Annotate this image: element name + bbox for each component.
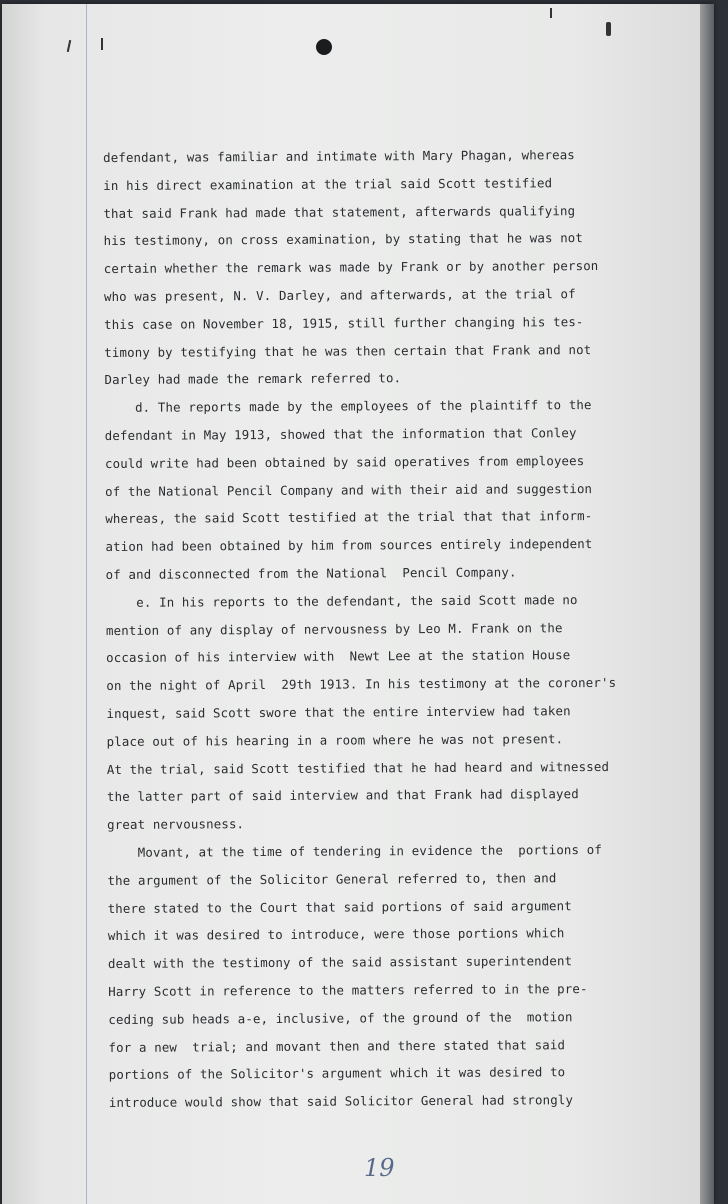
document-page <box>2 4 714 1204</box>
text-line: timony by testifying that he was then certain that Frank and not <box>104 341 592 360</box>
margin-mark <box>101 38 103 50</box>
text-line: on the night of April 29th 1913. In his testimony at the coroner's <box>106 675 617 694</box>
text-line: d. The reports made by the employees of the plaintiff to the <box>104 397 592 416</box>
text-line: Harry Scott in reference to the matters referred to in the pre- <box>108 980 588 999</box>
text-line: defendant, was familiar and intimate with Mary Phagan, whereas <box>103 147 575 165</box>
text-line: which it was desired to introduce, were those portions which <box>107 925 565 944</box>
text-line: his testimony, on cross examination, by stating that he was not <box>103 230 584 249</box>
text-line: who was present, N. V. Darley, and afterwards, at the trial of <box>103 286 576 304</box>
text-line: occasion of his interview with Newt Lee at the station House <box>106 647 571 666</box>
text-line: inquest, said Scott swore that the entire interview had taken <box>106 703 571 721</box>
text-line: place out of his hearing in a room where he was not present. <box>106 730 564 749</box>
text-line: whereas, the said Scott testified at the trial that that inform- <box>105 508 593 527</box>
punch-hole <box>316 39 332 55</box>
text-line: there stated to the Court that said portions of said argument <box>107 897 572 916</box>
typed-text-body <box>103 140 699 1116</box>
text-line: the latter part of said interview and that Frank had displayed <box>106 786 579 805</box>
text-line: this case on November 18, 1915, still further changing his tes- <box>104 313 584 332</box>
text-line: ation had been obtained by him from sources entirely independent <box>105 536 593 555</box>
text-line: could write had been obtained by said operatives from employees <box>104 452 585 471</box>
page-edge-shadow <box>700 4 714 1204</box>
text-line: for a new trial; and movant then and there stated that said <box>108 1036 566 1055</box>
text-line: certain whether the remark was made by Frank or by another person <box>103 258 599 277</box>
page-number: 19 <box>364 1154 395 1182</box>
text-line: great nervousness. <box>107 816 245 833</box>
text-line: introduce would show that said Solicitor General had strongly <box>108 1092 574 1111</box>
text-line: that said Frank had made that statement, afterwards qualifying <box>103 202 576 221</box>
text-line: in his direct examination at the trial said Scott testified <box>103 175 553 193</box>
text-line: Darley had made the remark referred to. <box>104 370 402 388</box>
text-line: ceding sub heads a-e, inclusive, of the ground of the motion <box>108 1008 573 1027</box>
text-line: of the National Pencil Company and with their aid and suggestion <box>105 480 593 499</box>
text-line: defendant in May 1913, showed that the information that Conley <box>104 425 577 443</box>
text-line: At the trial, said Scott testified that he had heard and witnessed <box>106 758 610 777</box>
margin-mark <box>67 40 71 52</box>
margin-mark <box>550 8 552 18</box>
text-line: dealt with the testimony of the said assistant superintendent <box>107 953 573 972</box>
text-line: portions of the Solicitor's argument which it was desired to <box>108 1064 566 1083</box>
margin-rule <box>86 4 87 1204</box>
text-line: Movant, at the time of tendering in evidence the portions of <box>107 841 603 860</box>
text-line: the argument of the Solicitor General referred to, then and <box>107 869 557 888</box>
margin-mark <box>606 22 611 36</box>
text-line: e. In his reports to the defendant, the said Scott made no <box>105 591 578 610</box>
text-line: of and disconnected from the National Pencil Company. <box>105 564 517 582</box>
text-line: mention of any display of nervousness by Leo M. Frank on the <box>105 619 563 638</box>
